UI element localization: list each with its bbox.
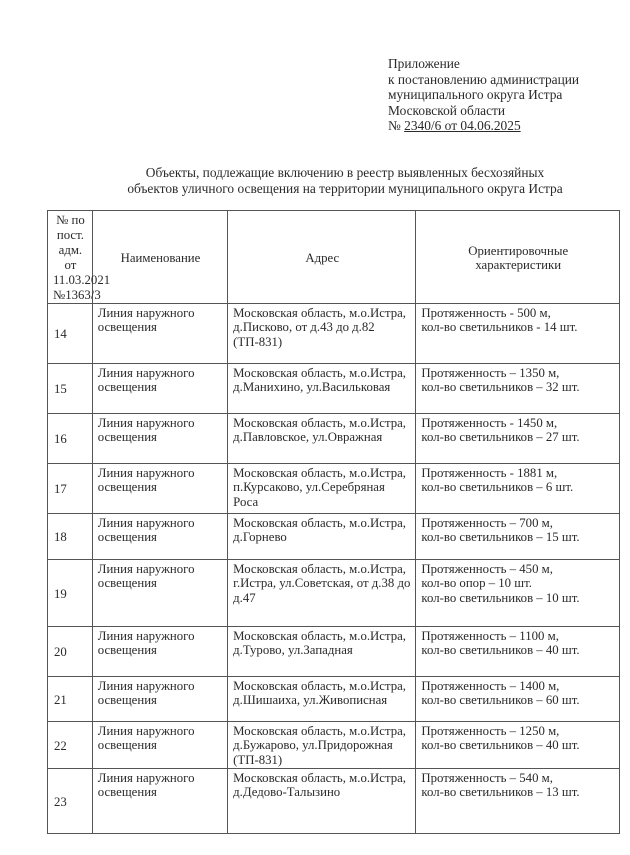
- object-name: Линия наружного освещения: [92, 769, 227, 834]
- object-characteristics: [416, 769, 620, 834]
- object-name: Линия наружного освещения: [92, 560, 227, 627]
- row-number: 18: [48, 514, 93, 560]
- object-address: Московская область, м.о.Истра, д.Писково, от д.43 до д.82 (ТП-831): [228, 304, 416, 364]
- characteristic-line: Протяженность – 700 м,: [421, 516, 553, 530]
- characteristic-line: Протяженность – 540 м,: [421, 771, 553, 785]
- table-row: [48, 769, 620, 834]
- characteristic-line: Протяженность – 1400 м,: [421, 679, 560, 693]
- object-name: Линия наружного освещения: [92, 364, 227, 414]
- characteristic-line: кол-во светильников – 32 шт.: [421, 380, 580, 395]
- object-name: Линия наружного освещения: [92, 722, 227, 769]
- object-name: Линия наружного освещения: [92, 514, 227, 560]
- object-characteristics: [416, 414, 620, 464]
- characteristic-line: кол-во светильников – 60 шт.: [421, 693, 580, 708]
- appendix-block: [388, 56, 579, 134]
- table-row: [48, 514, 620, 560]
- decree-number-value: 2340/6 от 04.06.2025: [404, 118, 521, 134]
- header-number-line: от: [64, 258, 77, 272]
- row-number: 23: [48, 769, 93, 834]
- document-title-line: Объекты, подлежащие включению в реестр выявленных бесхозяйных: [145, 165, 545, 180]
- object-characteristics: [416, 464, 620, 514]
- appendix-line: муниципального округа Истра: [388, 87, 563, 103]
- characteristic-line: кол-во светильников – 13 шт.: [421, 785, 580, 800]
- characteristic-line: кол-во светильников – 27 шт.: [421, 430, 580, 445]
- object-name: Линия наружного освещения: [92, 414, 227, 464]
- decree-number-prefix: №: [388, 118, 405, 134]
- characteristic-line: Протяженность – 1350 м,: [421, 366, 560, 380]
- object-characteristics: [416, 304, 620, 364]
- row-number: 22: [48, 722, 93, 769]
- characteristic-line: Протяженность – 450 м,: [421, 562, 553, 576]
- header-number-line: №1363/3: [53, 288, 101, 302]
- characteristic-line: кол-во светильников – 40 шт.: [421, 738, 580, 753]
- object-address: Московская область, м.о.Истра, г.Истра, ул.Советская, от д.38 до д.47: [228, 560, 416, 627]
- row-number: 20: [48, 627, 93, 677]
- row-number: 14: [48, 304, 93, 364]
- document-title-line: объектов уличного освещения на территории муниципального округа Истра: [127, 181, 563, 196]
- objects-table: [47, 210, 620, 834]
- appendix-line: Московской области: [388, 102, 506, 118]
- header-number-line: 11.03.2021: [53, 273, 111, 287]
- table-row: [48, 304, 620, 364]
- object-name: Линия наружного освещения: [92, 677, 227, 722]
- row-number: 17: [48, 464, 93, 514]
- header-number-line: пост. адм.: [56, 228, 84, 257]
- header-address: Адрес: [228, 211, 416, 304]
- header-characteristics-line: Ориентировочные: [468, 243, 569, 258]
- row-number: 21: [48, 677, 93, 722]
- table-row: [48, 364, 620, 414]
- object-characteristics: [416, 677, 620, 722]
- object-name: Линия наружного освещения: [92, 304, 227, 364]
- table-row: [48, 414, 620, 464]
- header-characteristics: [416, 211, 620, 304]
- table-row: [48, 560, 620, 627]
- object-address: Московская область, м.о.Истра, д.Бужарово, ул.Придорожная (ТП-831): [228, 722, 416, 769]
- appendix-title: Приложение: [388, 56, 460, 71]
- characteristic-line: кол-во светильников – 10 шт.: [421, 590, 580, 605]
- table-row: [48, 627, 620, 677]
- header-number-line: № по: [56, 213, 85, 227]
- document-title: [60, 165, 630, 197]
- row-number: 16: [48, 414, 93, 464]
- table-header-row: [48, 211, 620, 304]
- object-characteristics: [416, 627, 620, 677]
- characteristic-line: кол-во опор – 10 шт.: [421, 576, 532, 591]
- object-address: Московская область, м.о.Истра, п.Курсаково, ул.Серебряная Роса: [228, 464, 416, 514]
- characteristic-line: Протяженность – 1250 м,: [421, 724, 560, 738]
- characteristic-line: кол-во светильников - 14 шт.: [421, 320, 578, 335]
- appendix-line: к постановлению администрации: [388, 71, 580, 87]
- object-characteristics: [416, 514, 620, 560]
- object-address: Московская область, м.о.Истра, д.Горнево: [228, 514, 416, 560]
- decree-number: [388, 118, 579, 134]
- object-characteristics: [416, 364, 620, 414]
- object-characteristics: [416, 722, 620, 769]
- object-name: Линия наружного освещения: [92, 464, 227, 514]
- object-address: Московская область, м.о.Истра, д.Шишаиха, ул.Живописная: [228, 677, 416, 722]
- characteristic-line: кол-во светильников – 6 шт.: [421, 480, 574, 495]
- characteristic-line: Протяженность - 1881 м,: [421, 466, 558, 480]
- header-number: [48, 211, 111, 304]
- object-address: Московская область, м.о.Истра, д.Турово, ул.Западная: [228, 627, 416, 677]
- object-address: Московская область, м.о.Истра, д.Дедово-Талызино: [228, 769, 416, 834]
- row-number: 19: [48, 560, 93, 627]
- table-row: [48, 722, 620, 769]
- characteristic-line: кол-во светильников – 40 шт.: [421, 643, 580, 658]
- table-row: [48, 677, 620, 722]
- row-number: 15: [48, 364, 93, 414]
- characteristic-line: кол-во светильников – 15 шт.: [421, 530, 580, 545]
- object-name: Линия наружного освещения: [92, 627, 227, 677]
- characteristic-line: Протяженность – 1100 м,: [421, 629, 559, 643]
- object-address: Московская область, м.о.Истра, д.Манихино, ул.Васильковая: [228, 364, 416, 414]
- header-characteristics-line: характеристики: [475, 258, 562, 272]
- characteristic-line: Протяженность - 500 м,: [421, 306, 551, 320]
- header-name: Наименование: [92, 211, 227, 304]
- object-characteristics: [416, 560, 620, 627]
- object-address: Московская область, м.о.Истра, д.Павловское, ул.Овражная: [228, 414, 416, 464]
- characteristic-line: Протяженность - 1450 м,: [421, 416, 558, 430]
- table-row: [48, 464, 620, 514]
